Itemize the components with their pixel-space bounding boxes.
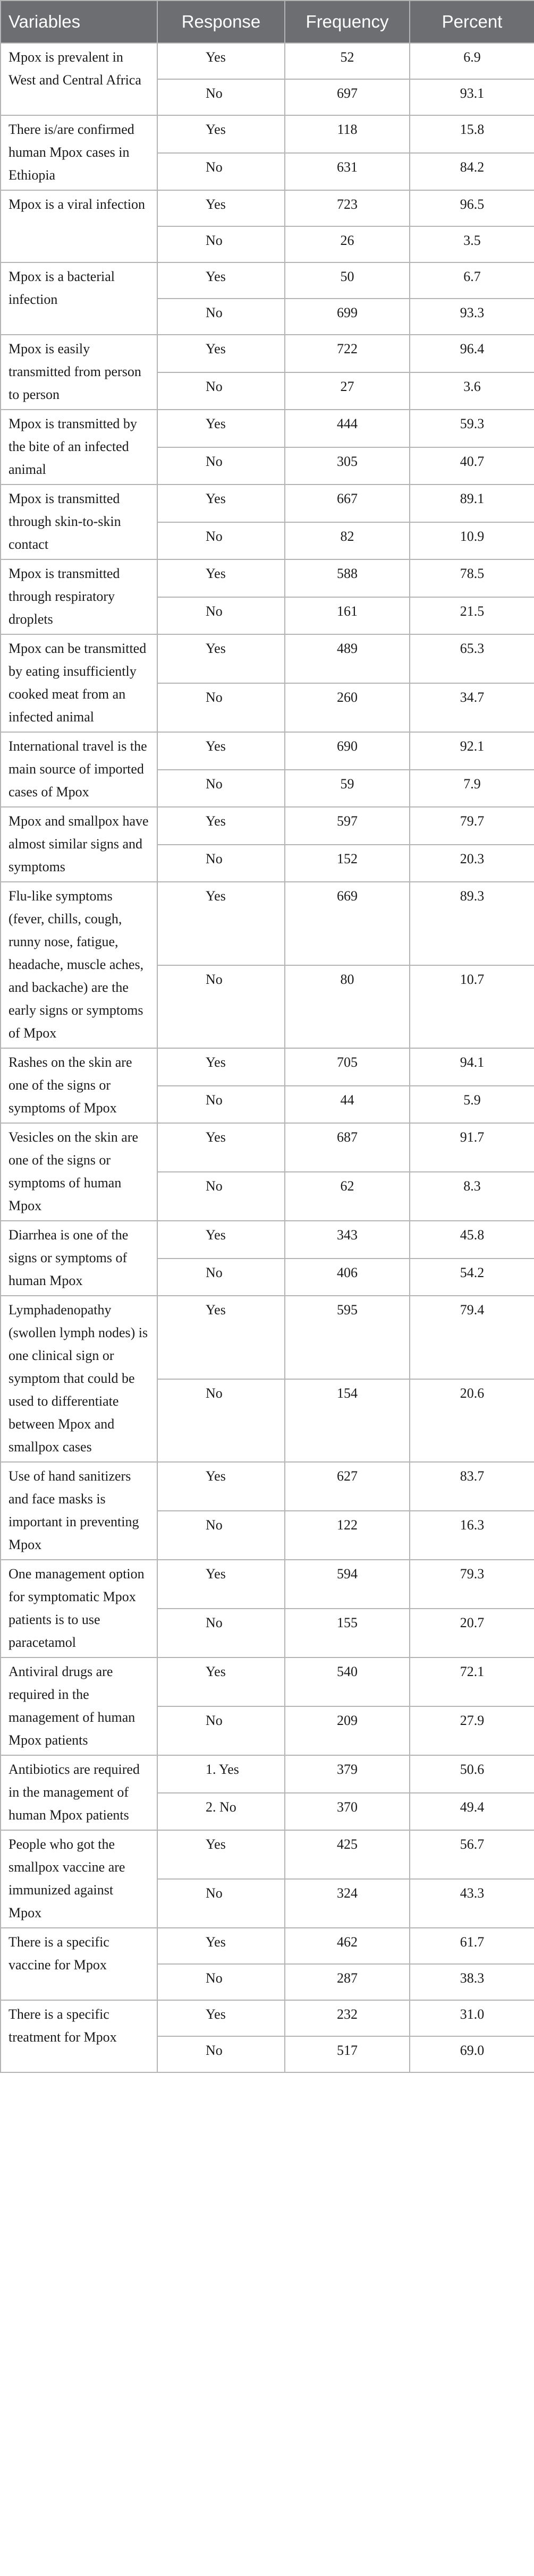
frequency-cell: 379	[285, 1755, 410, 1793]
frequency-cell: 118	[285, 115, 410, 153]
table-row	[1, 1657, 534, 1706]
response-cell: Yes	[157, 410, 285, 447]
percent-cell: 31.0	[410, 2000, 534, 2036]
frequency-cell: 588	[285, 559, 410, 597]
percent-cell: 96.5	[410, 190, 534, 226]
percent-cell: 61.7	[410, 1928, 534, 1964]
frequency-cell: 705	[285, 1048, 410, 1086]
table-body	[1, 43, 534, 2072]
response-cell: No	[157, 79, 285, 115]
table-row	[1, 1928, 534, 1964]
table-row	[1, 634, 534, 683]
table-row	[1, 1221, 534, 1259]
frequency-cell: 697	[285, 79, 410, 115]
percent-cell: 69.0	[410, 2036, 534, 2072]
frequency-cell: 27	[285, 372, 410, 410]
response-cell: No	[157, 153, 285, 191]
response-cell: No	[157, 845, 285, 882]
table-row	[1, 559, 534, 597]
frequency-cell: 44	[285, 1086, 410, 1124]
frequency-cell: 122	[285, 1511, 410, 1560]
frequency-cell: 50	[285, 262, 410, 299]
response-cell: Yes	[157, 1221, 285, 1259]
table-row	[1, 1560, 534, 1609]
percent-cell: 94.1	[410, 1048, 534, 1086]
table-row	[1, 1296, 534, 1379]
table-row	[1, 2000, 534, 2036]
percent-cell: 96.4	[410, 335, 534, 372]
percent-cell: 10.7	[410, 965, 534, 1049]
percent-cell: 91.7	[410, 1123, 534, 1172]
percent-cell: 7.9	[410, 770, 534, 807]
percent-cell: 15.8	[410, 115, 534, 153]
table-row	[1, 1830, 534, 1879]
percent-cell: 10.9	[410, 522, 534, 560]
table-row	[1, 262, 534, 299]
table-row	[1, 1462, 534, 1511]
percent-cell: 83.7	[410, 1462, 534, 1511]
response-cell: No	[157, 299, 285, 335]
frequency-cell: 209	[285, 1706, 410, 1755]
percent-cell: 93.1	[410, 79, 534, 115]
percent-cell: 27.9	[410, 1706, 534, 1755]
frequency-cell: 62	[285, 1172, 410, 1221]
variable-cell: People who got the smallpox vaccine are immunized against Mpox	[1, 1830, 157, 1928]
variable-cell: Mpox is transmitted through respiratory droplets	[1, 559, 157, 634]
percent-cell: 79.4	[410, 1296, 534, 1379]
response-cell: Yes	[157, 1048, 285, 1086]
frequency-cell: 260	[285, 683, 410, 732]
response-cell: Yes	[157, 1123, 285, 1172]
percent-cell: 43.3	[410, 1879, 534, 1928]
frequency-cell: 594	[285, 1560, 410, 1609]
response-cell: No	[157, 965, 285, 1049]
response-cell: No	[157, 522, 285, 560]
response-cell: Yes	[157, 1462, 285, 1511]
frequency-cell: 343	[285, 1221, 410, 1259]
table-row	[1, 115, 534, 153]
percent-cell: 93.3	[410, 299, 534, 335]
response-cell: 2. No	[157, 1793, 285, 1831]
percent-cell: 65.3	[410, 634, 534, 683]
table-row	[1, 484, 534, 522]
frequency-cell: 324	[285, 1879, 410, 1928]
table-row	[1, 882, 534, 965]
percent-cell: 20.6	[410, 1379, 534, 1463]
frequency-cell: 462	[285, 1928, 410, 1964]
frequency-cell: 82	[285, 522, 410, 560]
response-cell: Yes	[157, 1296, 285, 1379]
frequency-cell: 444	[285, 410, 410, 447]
response-cell: No	[157, 1259, 285, 1296]
frequency-cell: 669	[285, 882, 410, 965]
percent-cell: 21.5	[410, 597, 534, 635]
frequency-cell: 667	[285, 484, 410, 522]
percent-cell: 8.3	[410, 1172, 534, 1221]
frequency-cell: 370	[285, 1793, 410, 1831]
variable-cell: There is a specific vaccine for Mpox	[1, 1928, 157, 2000]
table-header	[1, 1, 534, 43]
frequency-cell: 59	[285, 770, 410, 807]
response-cell: Yes	[157, 43, 285, 79]
variable-cell: Antibiotics are required in the management of human Mpox patients	[1, 1755, 157, 1830]
response-cell: No	[157, 770, 285, 807]
header-variables: Variables	[1, 1, 157, 43]
percent-cell: 6.9	[410, 43, 534, 79]
response-cell: Yes	[157, 335, 285, 372]
response-cell: No	[157, 1964, 285, 2000]
percent-cell: 79.3	[410, 1560, 534, 1609]
frequency-cell: 723	[285, 190, 410, 226]
percent-cell: 40.7	[410, 447, 534, 485]
variable-cell: Mpox can be transmitted by eating insufficiently cooked meat from an infected animal	[1, 634, 157, 732]
percent-cell: 5.9	[410, 1086, 534, 1124]
response-cell: No	[157, 447, 285, 485]
variable-cell: Diarrhea is one of the signs or symptoms of human Mpox	[1, 1221, 157, 1296]
variable-cell: One management option for symptomatic Mpox patients is to use paracetamol	[1, 1560, 157, 1657]
frequency-cell: 425	[285, 1830, 410, 1879]
variable-cell: Vesicles on the skin are one of the signs or symptoms of human Mpox	[1, 1123, 157, 1221]
percent-cell: 38.3	[410, 1964, 534, 2000]
variable-cell: Flu-like symptoms (fever, chills, cough, runny nose, fatigue, headache, muscle aches, and backache) are the early signs or symptoms of Mpox	[1, 882, 157, 1048]
response-cell: Yes	[157, 484, 285, 522]
frequency-cell: 690	[285, 732, 410, 770]
response-cell: Yes	[157, 559, 285, 597]
response-cell: No	[157, 1879, 285, 1928]
response-cell: No	[157, 1086, 285, 1124]
response-cell: Yes	[157, 1928, 285, 1964]
percent-cell: 16.3	[410, 1511, 534, 1560]
frequency-cell: 155	[285, 1609, 410, 1657]
frequency-cell: 517	[285, 2036, 410, 2072]
table-row	[1, 410, 534, 447]
header-frequency: Frequency	[285, 1, 410, 43]
response-cell: Yes	[157, 115, 285, 153]
frequency-cell: 154	[285, 1379, 410, 1463]
header-percent: Percent	[410, 1, 534, 43]
percent-cell: 59.3	[410, 410, 534, 447]
percent-cell: 72.1	[410, 1657, 534, 1706]
variable-cell: Mpox is easily transmitted from person to person	[1, 335, 157, 410]
response-cell: Yes	[157, 732, 285, 770]
variable-cell: Mpox is a viral infection	[1, 190, 157, 262]
variable-cell: Mpox is transmitted through skin-to-skin contact	[1, 484, 157, 559]
frequency-cell: 232	[285, 2000, 410, 2036]
frequency-cell: 406	[285, 1259, 410, 1296]
table-row	[1, 335, 534, 372]
percent-cell: 20.7	[410, 1609, 534, 1657]
percent-cell: 6.7	[410, 262, 534, 299]
percent-cell: 3.5	[410, 226, 534, 262]
frequency-cell: 631	[285, 153, 410, 191]
response-cell: No	[157, 683, 285, 732]
response-cell: No	[157, 1172, 285, 1221]
percent-cell: 92.1	[410, 732, 534, 770]
response-cell: Yes	[157, 262, 285, 299]
frequency-cell: 687	[285, 1123, 410, 1172]
table-row	[1, 1048, 534, 1086]
response-cell: No	[157, 597, 285, 635]
header-response: Response	[157, 1, 285, 43]
response-cell: No	[157, 1609, 285, 1657]
percent-cell: 34.7	[410, 683, 534, 732]
table-row	[1, 807, 534, 845]
table-row	[1, 190, 534, 226]
frequency-cell: 595	[285, 1296, 410, 1379]
percent-cell: 79.7	[410, 807, 534, 845]
frequency-cell: 489	[285, 634, 410, 683]
frequency-cell: 152	[285, 845, 410, 882]
variable-cell: Lymphadenopathy (swollen lymph nodes) is one clinical sign or symptom that could be used to differentiate between Mpox and smallpox cases	[1, 1296, 157, 1462]
frequency-cell: 305	[285, 447, 410, 485]
frequency-cell: 597	[285, 807, 410, 845]
percent-cell: 56.7	[410, 1830, 534, 1879]
variable-cell: Mpox is transmitted by the bite of an infected animal	[1, 410, 157, 484]
percent-cell: 3.6	[410, 372, 534, 410]
response-cell: Yes	[157, 807, 285, 845]
frequency-cell: 52	[285, 43, 410, 79]
frequency-cell: 26	[285, 226, 410, 262]
variable-cell: Use of hand sanitizers and face masks is important in preventing Mpox	[1, 1462, 157, 1560]
percent-cell: 84.2	[410, 153, 534, 191]
percent-cell: 50.6	[410, 1755, 534, 1793]
response-cell: Yes	[157, 190, 285, 226]
table-row	[1, 1755, 534, 1793]
variable-cell: Rashes on the skin are one of the signs or symptoms of Mpox	[1, 1048, 157, 1123]
response-cell: No	[157, 1706, 285, 1755]
frequency-cell: 287	[285, 1964, 410, 2000]
percent-cell: 89.1	[410, 484, 534, 522]
response-cell: Yes	[157, 882, 285, 965]
frequency-cell: 627	[285, 1462, 410, 1511]
variable-cell: Mpox is prevalent in West and Central Africa	[1, 43, 157, 115]
header-row	[1, 1, 534, 43]
variable-cell: Mpox and smallpox have almost similar signs and symptoms	[1, 807, 157, 882]
response-cell: No	[157, 1511, 285, 1560]
percent-cell: 45.8	[410, 1221, 534, 1259]
percent-cell: 49.4	[410, 1793, 534, 1831]
percent-cell: 78.5	[410, 559, 534, 597]
response-cell: No	[157, 1379, 285, 1463]
response-cell: Yes	[157, 2000, 285, 2036]
variable-cell: Mpox is a bacterial infection	[1, 262, 157, 335]
variable-cell: Antiviral drugs are required in the management of human Mpox patients	[1, 1657, 157, 1755]
variable-cell: There is a specific treatment for Mpox	[1, 2000, 157, 2072]
frequency-cell: 699	[285, 299, 410, 335]
response-cell: No	[157, 372, 285, 410]
percent-cell: 54.2	[410, 1259, 534, 1296]
table-row	[1, 732, 534, 770]
response-cell: 1. Yes	[157, 1755, 285, 1793]
response-cell: No	[157, 2036, 285, 2072]
frequency-cell: 161	[285, 597, 410, 635]
response-cell: Yes	[157, 634, 285, 683]
response-cell: Yes	[157, 1657, 285, 1706]
response-cell: Yes	[157, 1560, 285, 1609]
frequency-cell: 722	[285, 335, 410, 372]
table-row	[1, 1123, 534, 1172]
response-cell: No	[157, 226, 285, 262]
table-row	[1, 43, 534, 79]
response-cell: Yes	[157, 1830, 285, 1879]
frequency-cell: 540	[285, 1657, 410, 1706]
variable-cell: International travel is the main source of imported cases of Mpox	[1, 732, 157, 807]
percent-cell: 89.3	[410, 882, 534, 965]
variable-cell: There is/are confirmed human Mpox cases in Ethiopia	[1, 115, 157, 190]
frequency-cell: 80	[285, 965, 410, 1049]
percent-cell: 20.3	[410, 845, 534, 882]
